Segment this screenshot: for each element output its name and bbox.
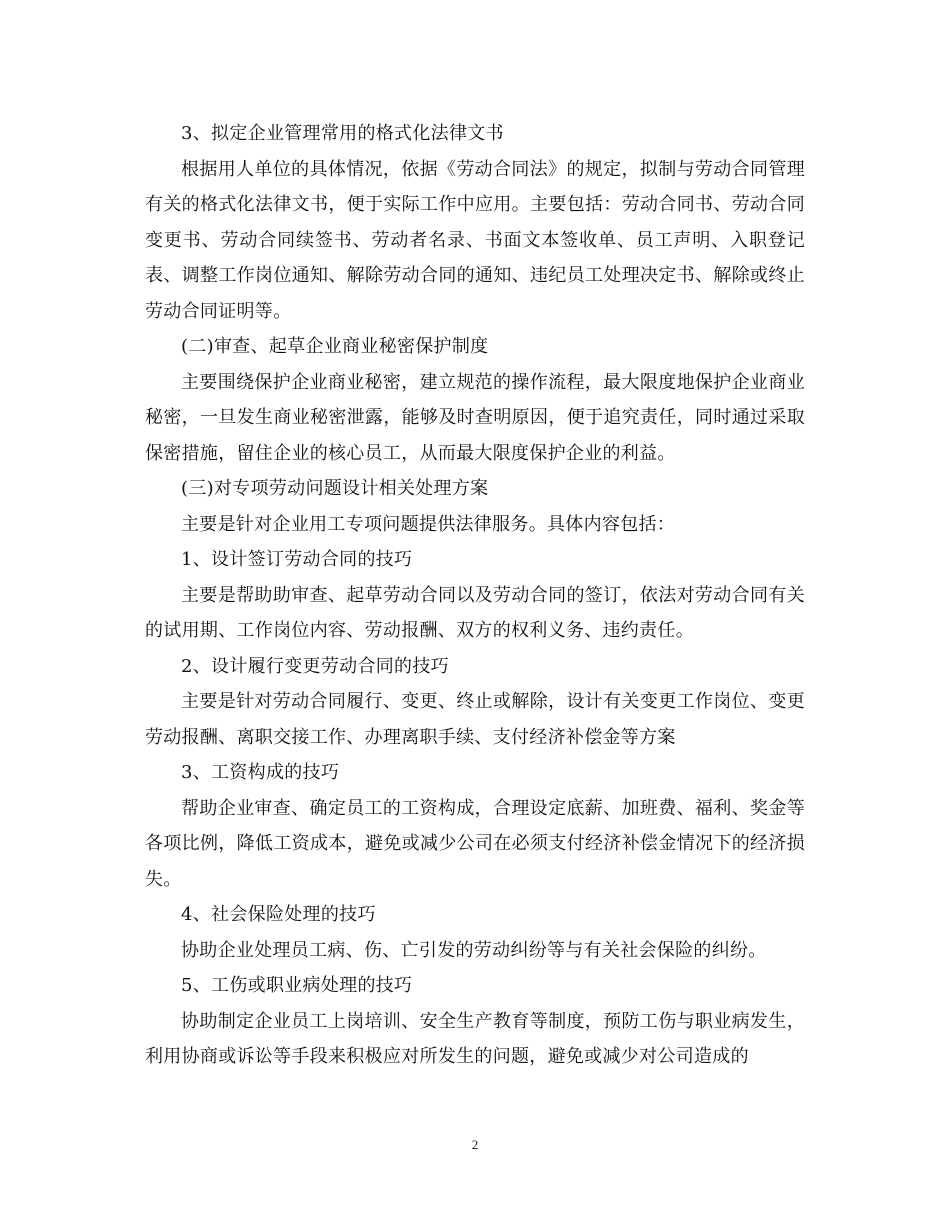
paragraph-signing-contract: 主要是帮助助审查、起草劳动合同以及劳动合同的签订，依法对劳动合同有关的试用期、工作岗位内容、劳动报酬、双方的权利义务、违约责任。 xyxy=(145,584,805,641)
subheading-social-insurance: 4、社会保险处理的技巧 xyxy=(181,904,376,925)
paragraph-special-issues-intro: 主要是针对企业用工专项问题提供法律服务。具体内容包括： xyxy=(181,513,676,535)
document-body xyxy=(145,116,805,1075)
paragraph-trade-secrets: 主要围绕保护企业商业秘密，建立规范的操作流程，最大限度地保护企业商业秘密，一旦发生商业秘密泄露，能够及时查明原因，便于追究责任，同时通过采取保密措施，留住企业的核心员工，从而最大限度保护企业的利益。 xyxy=(145,371,805,464)
subheading-wage-structure: 3、工资构成的技巧 xyxy=(181,762,340,783)
paragraph-contract-change: 主要是针对劳动合同履行、变更、终止或解除，设计有关变更工作岗位、变更劳动报酬、离职交接工作、办理离职手续、支付经济补偿金等方案 xyxy=(145,691,805,748)
paragraph-work-injury: 协助制定企业员工上岗培训、安全生产教育等制度，预防工伤与职业病发生，利用协商或诉讼等手段来积极应对所发生的问题，避免或减少对公司造成的 xyxy=(145,1010,805,1067)
section-heading-special-issues: (三)对专项劳动问题设计相关处理方案 xyxy=(181,478,489,499)
page-number: 2 xyxy=(471,1137,479,1152)
paragraph-social-insurance: 协助企业处理员工病、伤、亡引发的劳动纠纷等与有关社会保险的纠纷。 xyxy=(181,939,767,961)
paragraph-wage-structure: 帮助企业审查、确定员工的工资构成，合理设定底薪、加班费、福利、奖金等各项比例，降低工资成本，避免或减少公司在必须支付经济补偿金情况下的经济损失。 xyxy=(145,797,805,890)
section-heading-format-documents: 3、拟定企业管理常用的格式化法律文书 xyxy=(181,123,504,144)
subheading-signing-contract: 1、设计签订劳动合同的技巧 xyxy=(181,549,413,570)
subheading-work-injury: 5、工伤或职业病处理的技巧 xyxy=(181,975,413,996)
paragraph-format-documents: 根据用人单位的具体情况，依据《劳动合同法》的规定，拟制与劳动合同管理有关的格式化法律文书，便于实际工作中应用。主要包括：劳动合同书、劳动合同变更书、劳动合同续签书、劳动者名录、书面文本签收单、员工声明、入职登记表、调整工作岗位通知、解除劳动合同的通知、违纪员工处理决定书、解除或终止劳动合同证明等。 xyxy=(145,158,805,322)
subheading-contract-change: 2、设计履行变更劳动合同的技巧 xyxy=(181,655,449,677)
section-heading-trade-secrets: (二)审查、起草企业商业秘密保护制度 xyxy=(181,336,489,357)
